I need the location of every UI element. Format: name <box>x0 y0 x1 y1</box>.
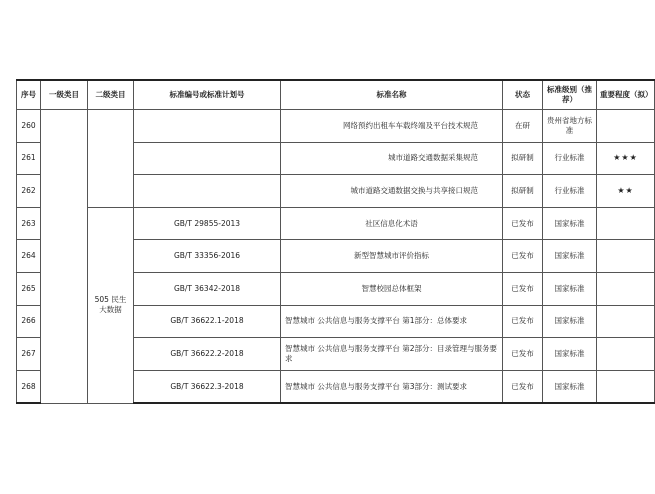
cell-code: GB/T 36622.3-2018 <box>134 370 281 403</box>
cell-status: 已发布 <box>503 370 543 403</box>
cell-level: 国家标准 <box>543 305 597 338</box>
cell-status: 已发布 <box>503 305 543 338</box>
cell-level: 贵州省地方标准 <box>543 110 597 143</box>
cell-seq: 261 <box>17 142 41 175</box>
header-seq: 序号 <box>17 80 41 110</box>
cell-code <box>134 142 281 175</box>
cell-name: 城市道路交通数据交换与共享接口规范 <box>281 175 503 208</box>
header-code: 标准编号或标准计划号 <box>134 80 281 110</box>
cell-name: 新型智慧城市评价指标 <box>281 240 503 273</box>
cell-level: 行业标准 <box>543 175 597 208</box>
cell-status: 已发布 <box>503 272 543 305</box>
cell-seq: 263 <box>17 207 41 240</box>
header-level1: 一级类目 <box>41 80 88 110</box>
cell-importance: ★★★ <box>597 142 655 175</box>
cell-level1-empty <box>41 110 88 404</box>
cell-level2-empty <box>88 110 134 208</box>
header-name: 标准名称 <box>281 80 503 110</box>
cell-code: GB/T 36622.1-2018 <box>134 305 281 338</box>
cell-status: 已发布 <box>503 240 543 273</box>
cell-status: 已发布 <box>503 338 543 371</box>
cell-importance <box>597 370 655 403</box>
cell-seq: 266 <box>17 305 41 338</box>
cell-code: GB/T 33356-2016 <box>134 240 281 273</box>
cell-importance <box>597 207 655 240</box>
cell-importance <box>597 110 655 143</box>
cell-code <box>134 110 281 143</box>
cell-importance <box>597 272 655 305</box>
cell-importance: ★★ <box>597 175 655 208</box>
cell-name: 社区信息化术语 <box>281 207 503 240</box>
cell-level: 国家标准 <box>543 272 597 305</box>
cell-seq: 267 <box>17 338 41 371</box>
cell-seq: 268 <box>17 370 41 403</box>
cell-name: 智慧校园总体框架 <box>281 272 503 305</box>
standards-table-page <box>16 79 653 404</box>
table-row <box>17 110 655 143</box>
header-level2: 二级类目 <box>88 80 134 110</box>
cell-name: 智慧城市 公共信息与服务支撑平台 第2部分：目录管理与服务要求 <box>281 338 503 371</box>
cell-status: 在研 <box>503 110 543 143</box>
cell-status: 拟研制 <box>503 142 543 175</box>
cell-code: GB/T 36342-2018 <box>134 272 281 305</box>
cell-level: 国家标准 <box>543 207 597 240</box>
header-importance: 重要程度（拟） <box>597 80 655 110</box>
cell-importance <box>597 305 655 338</box>
standards-table <box>16 79 655 404</box>
cell-code <box>134 175 281 208</box>
header-status: 状态 <box>503 80 543 110</box>
cell-name: 智慧城市 公共信息与服务支撑平台 第1部分：总体要求 <box>281 305 503 338</box>
cell-seq: 265 <box>17 272 41 305</box>
cell-seq: 264 <box>17 240 41 273</box>
cell-level2-group: 505 民生大数据 <box>88 207 134 403</box>
table-header-row <box>17 80 655 110</box>
cell-level: 国家标准 <box>543 370 597 403</box>
cell-code: GB/T 36622.2-2018 <box>134 338 281 371</box>
cell-seq: 260 <box>17 110 41 143</box>
cell-name: 城市道路交通数据采集规范 <box>281 142 503 175</box>
cell-level: 国家标准 <box>543 240 597 273</box>
cell-name: 网络预约出租车车载终端及平台技术规范 <box>281 110 503 143</box>
cell-status: 拟研制 <box>503 175 543 208</box>
cell-code: GB/T 29855-2013 <box>134 207 281 240</box>
cell-importance <box>597 338 655 371</box>
header-std-level: 标准级别（推荐） <box>543 80 597 110</box>
cell-importance <box>597 240 655 273</box>
cell-level: 国家标准 <box>543 338 597 371</box>
cell-level: 行业标准 <box>543 142 597 175</box>
cell-seq: 262 <box>17 175 41 208</box>
cell-status: 已发布 <box>503 207 543 240</box>
table-row <box>17 207 655 240</box>
cell-name: 智慧城市 公共信息与服务支撑平台 第3部分：测试要求 <box>281 370 503 403</box>
